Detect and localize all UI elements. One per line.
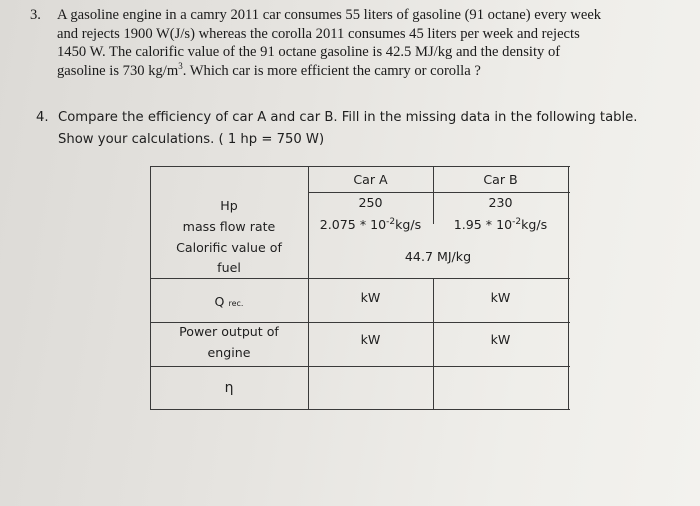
table-border-bottom [150,409,570,410]
question-4-line-1: Compare the efficiency of car A and car B. Fill in the missing data in the following table. [58,110,638,125]
hp-car-a: 250 [358,195,383,210]
question-4-number: 4. [36,110,49,125]
q-rec-car-b-unit: kW [490,290,511,305]
table-rule-3 [150,366,570,367]
mass-flow-car-a: $2.075 * 10^{-2}kg/s$ [319,216,422,232]
row-label-calorific-value: Calorific value of [176,240,282,255]
question-3-line-2: and rejects 1900 W(J/s) whereas the corolla 2011 consumes 45 liters per week and rejects [57,25,580,42]
question-4-line-2: Show your calculations. ( 1 hp = 750 W) [58,132,325,147]
table-border-top [150,166,570,167]
q-rec-car-a-unit: kW [360,290,381,305]
row-label-efficiency: η [224,380,234,396]
header-car-a: Car A [353,172,388,187]
row-label-q-rec: Q rec. [214,294,244,309]
power-output-car-a-unit: kW [360,332,381,347]
question-3-line-3: 1450 W. The calorific value of the 91 octane gasoline is 42.5 MJ/kg and the density of [57,44,561,60]
mass-flow-car-b: $1.95 * 10^{-2}kg/s$ [453,216,548,232]
row-label-hp: Hp [220,198,238,213]
comparison-table [150,166,570,410]
power-output-car-b-unit: kW [490,332,511,347]
question-3-line-1: A gasoline engine in a camry 2011 car consumes 55 liters of gasoline (91 octane) every week [57,7,602,23]
hp-car-b: 230 [488,195,513,210]
row-label-mass-flow-rate: mass flow rate [182,219,276,234]
header-car-b: Car B [483,172,518,187]
row-label-calorific-value-fuel: fuel [217,260,241,275]
table-rule-header [308,192,570,193]
calorific-value: 44.7 MJ/kg [404,249,472,264]
question-3-number: 3. [30,7,41,23]
row-label-power-output-engine: engine [207,345,251,360]
table-rule-1 [150,278,570,279]
table-border-right [568,166,569,410]
row-label-power-output: Power output of [179,324,279,339]
question-3-line-4: gasoline is 730 $kg/m^3$. Which car is more efficient the camry or corolla ? [57,60,481,79]
